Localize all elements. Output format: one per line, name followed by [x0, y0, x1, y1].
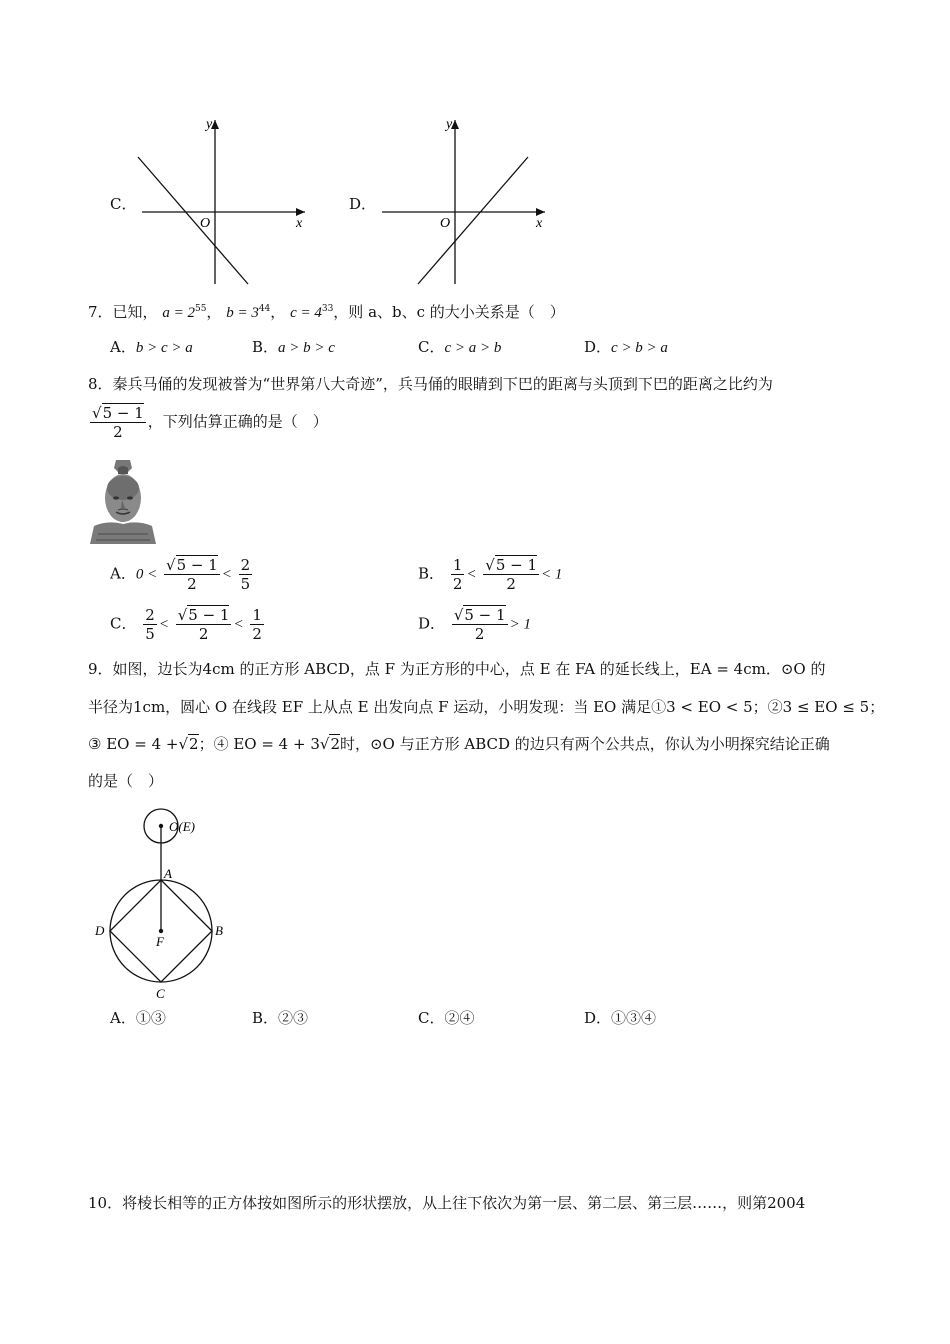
q7-number: 7．	[88, 303, 113, 321]
x-label: x	[536, 216, 543, 231]
x-label: x	[296, 216, 303, 231]
q7-c-exp: 33	[321, 304, 334, 314]
origin-label: O	[440, 216, 451, 231]
q8-number: 8．	[88, 375, 113, 393]
q7-option-a: A．b > c > a	[110, 338, 193, 356]
q7-option-b: B．a > b > c	[252, 338, 335, 356]
q9-line2: 半径为1cm，圆心 O 在线段 EF 上从点 E 出发向点 F 运动，小明发现：当 EO 满足①3 < EO < 5；②3 ≤ EO ≤ 5；	[88, 698, 885, 716]
label-f: F	[156, 934, 164, 949]
q6-option-d-label: D．	[349, 195, 377, 213]
q8-warrior-image	[88, 456, 158, 544]
q9-option-d: D．①③④	[584, 1009, 657, 1027]
q7-option-c: C．c > a > b	[418, 338, 502, 356]
x-axis-arrow	[296, 208, 305, 216]
q7-b-exp: 44	[258, 304, 271, 314]
label-oe: O(E)	[169, 819, 195, 834]
y-label: y	[446, 117, 453, 132]
point-o	[159, 824, 163, 828]
function-line	[418, 157, 528, 284]
q9-line1: 9．如图，边长为4cm 的正方形 ABCD，点 F 为正方形的中心，点 E 在 FA 的延长线上，EA = 4cm．⊙O 的	[88, 660, 826, 678]
q7-c-expr: c = 4	[290, 305, 322, 321]
q9-option-c: C．②④	[418, 1009, 475, 1027]
q7-a-expr: a = 2	[162, 305, 195, 321]
function-line	[138, 157, 248, 284]
label-a: A	[164, 866, 172, 881]
q7-stem: 7．已知， $a = 2^{55}$， $b = 3^{44}$， $c = 4^{33}$，则 a、b、c 的大小关系是（ ）	[88, 303, 565, 321]
q8-option-b: B． $\frac{1}{2}$ < $\frac{√5 - 1}{2}$ < 1	[418, 556, 563, 593]
q9-option-b: B．②③	[252, 1009, 309, 1027]
q7-b-expr: b = 3	[226, 305, 259, 321]
origin-label: O	[200, 216, 211, 231]
label-c: C	[156, 986, 165, 1001]
q7-a-exp: 55	[194, 304, 207, 314]
q8-option-a: A．0 < $\frac{√5 - 1}{2}$ < $\frac{2}{5}$	[110, 556, 251, 593]
q7-stem-suffix: ，则 a、b、c 的大小关系是（ ）	[333, 303, 565, 321]
q8-option-d: D． $\frac{√5 - 1}{2}$ > 1	[418, 606, 531, 643]
label-b: B	[215, 923, 223, 938]
q6-option-d-graph	[370, 112, 550, 287]
q8-stem-line1: 8．秦兵马俑的发现被誉为“世界第八大奇迹”，兵马俑的眼睛到下巴的距离与头顶到下巴的距离之比约为	[88, 375, 773, 393]
q10-stem: 10．将棱长相等的正方体按如图所示的形状摆放，从上往下依次为第一层、第二层、第三层……，则第2004	[88, 1194, 806, 1212]
x-axis-arrow	[536, 208, 545, 216]
label-d: D	[95, 923, 105, 938]
q8-ratio-fraction: $\frac{√5 - 1}{2}$	[92, 404, 144, 441]
q6-option-c-label: C．	[110, 195, 137, 213]
q8-option-c: C． $\frac{2}{5}$ < $\frac{√5 - 1}{2}$ < $\frac{1}{2}$	[110, 606, 262, 643]
q7-option-d: D．c > b > a	[584, 338, 668, 356]
q9-figure	[90, 806, 240, 1002]
point-f	[159, 929, 163, 933]
q7-stem-prefix: 已知，	[112, 303, 158, 321]
y-label: y	[206, 117, 213, 132]
q9-option-a: A．①③	[110, 1009, 166, 1027]
q9-line4: 的是（ ）	[88, 772, 164, 790]
q8-stem-line2: $\frac{√5 - 1}{2}$ ，下列估算正确的是（ ）	[92, 404, 328, 441]
q6-option-c-graph	[130, 112, 310, 287]
q9-line3: ③ EO = 4 +√2；④ EO = 4 + 3√2时，⊙O 与正方形 ABCD 的边只有两个公共点，你认为小明探究结论正确	[88, 735, 830, 753]
